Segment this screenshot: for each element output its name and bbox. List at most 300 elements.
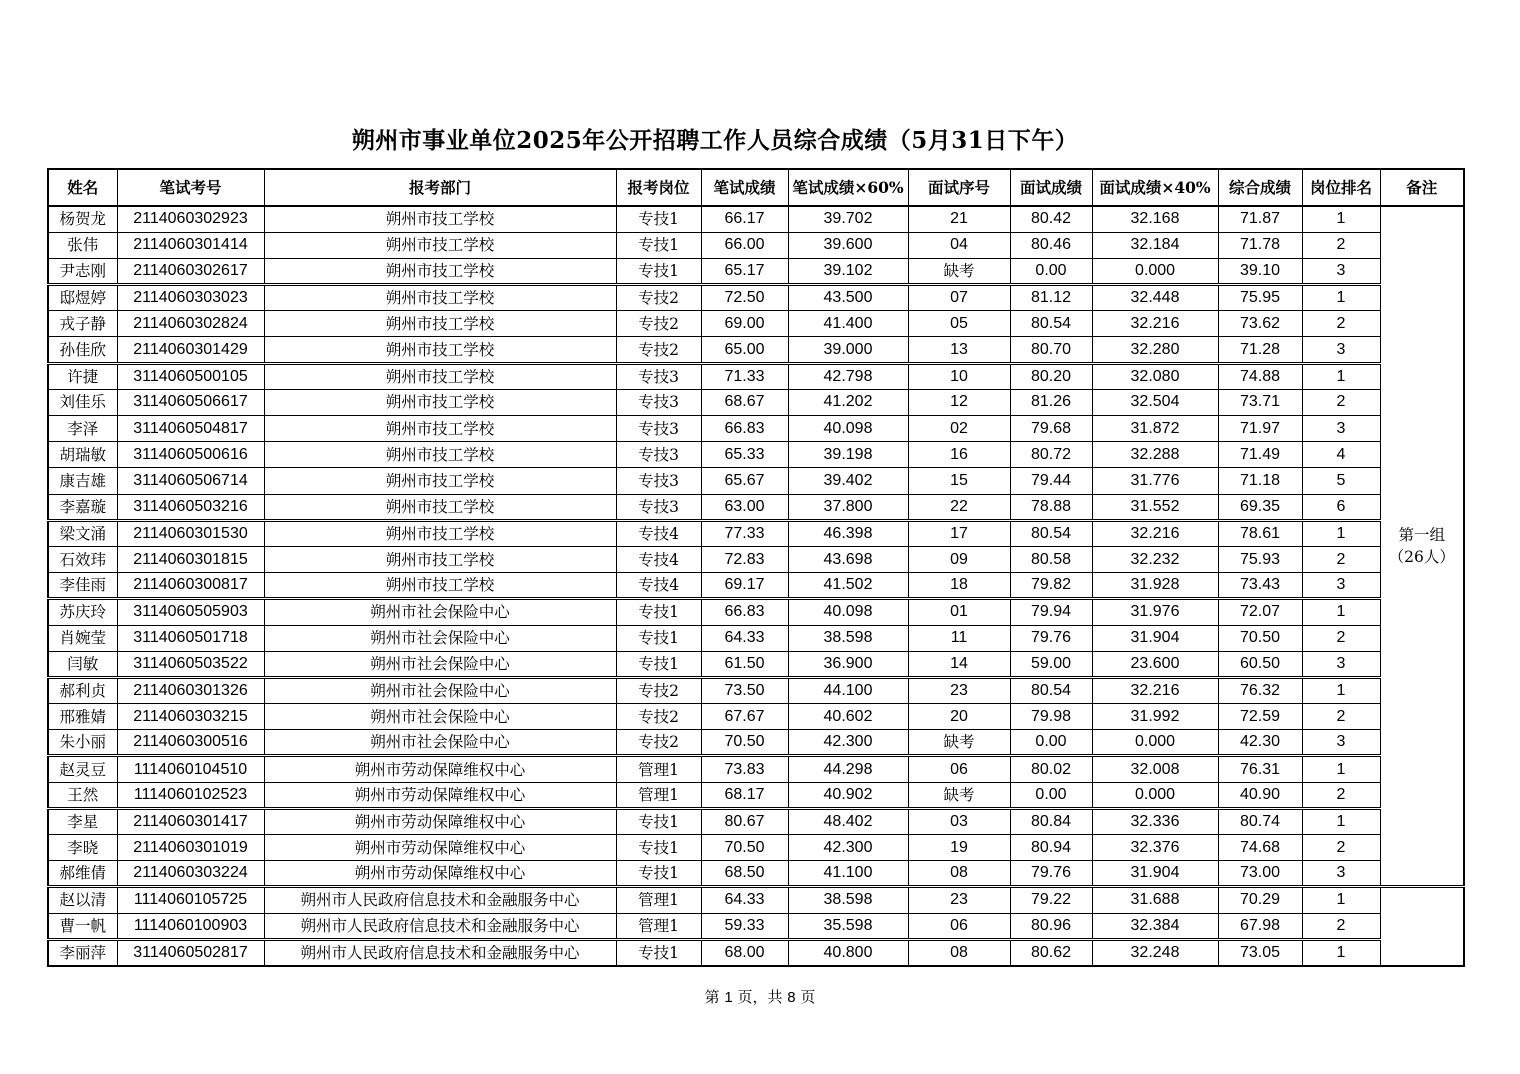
interview-order-cell: 14 bbox=[908, 651, 1010, 677]
interview-order-cell: 11 bbox=[908, 625, 1010, 651]
table-row bbox=[48, 677, 1464, 703]
exam-id-cell: 3114060503216 bbox=[117, 494, 264, 520]
table-body bbox=[48, 206, 1464, 966]
interview-score-cell: 79.98 bbox=[1010, 704, 1092, 730]
table-row bbox=[48, 206, 1464, 232]
exam-id-cell: 2114060301414 bbox=[117, 232, 264, 258]
interview-score-cell: 79.68 bbox=[1010, 416, 1092, 442]
interview-weighted-cell: 31.552 bbox=[1092, 494, 1218, 520]
written-score-cell: 77.33 bbox=[701, 520, 788, 546]
interview-weighted-cell: 31.992 bbox=[1092, 704, 1218, 730]
position-cell: 专技2 bbox=[616, 704, 701, 730]
position-cell: 专技3 bbox=[616, 416, 701, 442]
interview-order-cell: 04 bbox=[908, 232, 1010, 258]
written-weighted-cell: 42.300 bbox=[788, 835, 908, 861]
written-weighted-cell: 41.502 bbox=[788, 573, 908, 599]
interview-order-cell: 10 bbox=[908, 363, 1010, 389]
name-cell: 苏庆玲 bbox=[48, 599, 117, 625]
column-header: 面试序号 bbox=[908, 169, 1010, 206]
interview-order-cell: 18 bbox=[908, 573, 1010, 599]
exam-id-cell: 3114060500105 bbox=[117, 363, 264, 389]
interview-order-cell: 13 bbox=[908, 337, 1010, 363]
interview-weighted-cell: 32.216 bbox=[1092, 520, 1218, 546]
rank-cell: 6 bbox=[1302, 494, 1380, 520]
rank-cell: 3 bbox=[1302, 730, 1380, 756]
total-score-cell: 78.61 bbox=[1218, 520, 1302, 546]
name-cell: 孙佳欣 bbox=[48, 337, 117, 363]
rank-cell: 2 bbox=[1302, 311, 1380, 337]
written-score-cell: 66.00 bbox=[701, 232, 788, 258]
interview-score-cell: 80.84 bbox=[1010, 808, 1092, 834]
department-cell: 朔州市技工学校 bbox=[264, 573, 616, 599]
rank-cell: 3 bbox=[1302, 861, 1380, 887]
interview-order-cell: 07 bbox=[908, 285, 1010, 311]
total-score-cell: 70.29 bbox=[1218, 887, 1302, 913]
position-cell: 专技1 bbox=[616, 808, 701, 834]
exam-id-cell: 2114060303023 bbox=[117, 285, 264, 311]
rank-cell: 3 bbox=[1302, 258, 1380, 284]
table-row bbox=[48, 442, 1464, 468]
column-header: 备注 bbox=[1380, 169, 1464, 206]
interview-score-cell: 80.42 bbox=[1010, 206, 1092, 232]
position-cell: 专技3 bbox=[616, 442, 701, 468]
rank-cell: 3 bbox=[1302, 651, 1380, 677]
exam-id-cell: 2114060303224 bbox=[117, 861, 264, 887]
page-footer bbox=[0, 986, 1520, 1007]
interview-order-cell: 19 bbox=[908, 835, 1010, 861]
total-score-cell: 73.71 bbox=[1218, 389, 1302, 415]
total-score-cell: 73.05 bbox=[1218, 939, 1302, 966]
position-cell: 专技2 bbox=[616, 285, 701, 311]
exam-id-cell: 2114060301530 bbox=[117, 520, 264, 546]
total-score-cell: 71.28 bbox=[1218, 337, 1302, 363]
interview-weighted-cell: 31.872 bbox=[1092, 416, 1218, 442]
footer-mid: 页，共 bbox=[737, 988, 783, 1006]
interview-weighted-cell: 31.928 bbox=[1092, 573, 1218, 599]
written-weighted-cell: 40.800 bbox=[788, 939, 908, 966]
rank-cell: 3 bbox=[1302, 337, 1380, 363]
name-cell: 许捷 bbox=[48, 363, 117, 389]
interview-order-cell: 缺考 bbox=[908, 730, 1010, 756]
table-row bbox=[48, 599, 1464, 625]
footer-prefix: 第 bbox=[704, 988, 720, 1006]
interview-score-cell: 78.88 bbox=[1010, 494, 1092, 520]
interview-score-cell: 80.54 bbox=[1010, 311, 1092, 337]
interview-order-cell: 08 bbox=[908, 861, 1010, 887]
written-weighted-cell: 41.400 bbox=[788, 311, 908, 337]
name-cell: 李星 bbox=[48, 808, 117, 834]
name-cell: 李丽萍 bbox=[48, 939, 117, 966]
written-weighted-cell: 39.102 bbox=[788, 258, 908, 284]
table-row bbox=[48, 651, 1464, 677]
written-weighted-cell: 37.800 bbox=[788, 494, 908, 520]
rank-cell: 2 bbox=[1302, 546, 1380, 572]
table-row bbox=[48, 258, 1464, 284]
written-score-cell: 68.17 bbox=[701, 782, 788, 808]
department-cell: 朔州市社会保险中心 bbox=[264, 730, 616, 756]
table-row bbox=[48, 782, 1464, 808]
department-cell: 朔州市技工学校 bbox=[264, 258, 616, 284]
rank-cell: 3 bbox=[1302, 573, 1380, 599]
name-cell: 李泽 bbox=[48, 416, 117, 442]
note-line: （26人） bbox=[1388, 548, 1455, 567]
total-score-cell: 73.62 bbox=[1218, 311, 1302, 337]
total-score-cell: 71.49 bbox=[1218, 442, 1302, 468]
rank-cell: 1 bbox=[1302, 887, 1380, 913]
interview-score-cell: 80.96 bbox=[1010, 913, 1092, 939]
interview-score-cell: 80.94 bbox=[1010, 835, 1092, 861]
written-weighted-cell: 41.202 bbox=[788, 389, 908, 415]
written-weighted-cell: 38.598 bbox=[788, 625, 908, 651]
position-cell: 专技1 bbox=[616, 625, 701, 651]
rank-cell: 1 bbox=[1302, 756, 1380, 782]
written-weighted-cell: 43.698 bbox=[788, 546, 908, 572]
position-cell: 专技1 bbox=[616, 861, 701, 887]
written-score-cell: 73.50 bbox=[701, 677, 788, 703]
interview-weighted-cell: 32.288 bbox=[1092, 442, 1218, 468]
written-score-cell: 68.00 bbox=[701, 939, 788, 966]
note-cell bbox=[1380, 206, 1464, 887]
total-score-cell: 71.78 bbox=[1218, 232, 1302, 258]
rank-cell: 2 bbox=[1302, 913, 1380, 939]
column-header: 笔试成绩×60% bbox=[788, 169, 908, 206]
written-weighted-cell: 39.000 bbox=[788, 337, 908, 363]
column-header: 综合成绩 bbox=[1218, 169, 1302, 206]
interview-weighted-cell: 32.080 bbox=[1092, 363, 1218, 389]
column-header: 报考岗位 bbox=[616, 169, 701, 206]
table-row bbox=[48, 573, 1464, 599]
interview-order-cell: 15 bbox=[908, 468, 1010, 494]
footer-suffix: 页 bbox=[800, 988, 816, 1006]
department-cell: 朔州市社会保险中心 bbox=[264, 625, 616, 651]
interview-weighted-cell: 23.600 bbox=[1092, 651, 1218, 677]
interview-score-cell: 80.62 bbox=[1010, 939, 1092, 966]
written-score-cell: 72.83 bbox=[701, 546, 788, 572]
total-score-cell: 70.50 bbox=[1218, 625, 1302, 651]
department-cell: 朔州市技工学校 bbox=[264, 389, 616, 415]
interview-score-cell: 79.22 bbox=[1010, 887, 1092, 913]
interview-weighted-cell: 32.384 bbox=[1092, 913, 1218, 939]
written-weighted-cell: 46.398 bbox=[788, 520, 908, 546]
written-score-cell: 80.67 bbox=[701, 808, 788, 834]
total-score-cell: 76.32 bbox=[1218, 677, 1302, 703]
department-cell: 朔州市劳动保障维权中心 bbox=[264, 861, 616, 887]
exam-id-cell: 1114060100903 bbox=[117, 913, 264, 939]
interview-weighted-cell: 32.184 bbox=[1092, 232, 1218, 258]
written-weighted-cell: 40.902 bbox=[788, 782, 908, 808]
total-score-cell: 67.98 bbox=[1218, 913, 1302, 939]
written-score-cell: 72.50 bbox=[701, 285, 788, 311]
interview-order-cell: 12 bbox=[908, 389, 1010, 415]
table-row bbox=[48, 416, 1464, 442]
interview-weighted-cell: 0.000 bbox=[1092, 258, 1218, 284]
exam-id-cell: 2114060300516 bbox=[117, 730, 264, 756]
position-cell: 专技1 bbox=[616, 206, 701, 232]
written-weighted-cell: 43.500 bbox=[788, 285, 908, 311]
interview-weighted-cell: 31.776 bbox=[1092, 468, 1218, 494]
column-header: 面试成绩 bbox=[1010, 169, 1092, 206]
exam-id-cell: 2114060301326 bbox=[117, 677, 264, 703]
name-cell: 李佳雨 bbox=[48, 573, 117, 599]
total-score-cell: 75.95 bbox=[1218, 285, 1302, 311]
rank-cell: 2 bbox=[1302, 782, 1380, 808]
written-score-cell: 65.17 bbox=[701, 258, 788, 284]
department-cell: 朔州市社会保险中心 bbox=[264, 599, 616, 625]
column-header: 笔试成绩 bbox=[701, 169, 788, 206]
position-cell: 专技1 bbox=[616, 599, 701, 625]
department-cell: 朔州市技工学校 bbox=[264, 520, 616, 546]
interview-score-cell: 80.58 bbox=[1010, 546, 1092, 572]
written-score-cell: 69.00 bbox=[701, 311, 788, 337]
table-row bbox=[48, 232, 1464, 258]
position-cell: 专技2 bbox=[616, 337, 701, 363]
interview-order-cell: 09 bbox=[908, 546, 1010, 572]
interview-score-cell: 79.76 bbox=[1010, 625, 1092, 651]
interview-score-cell: 59.00 bbox=[1010, 651, 1092, 677]
table-row bbox=[48, 704, 1464, 730]
written-score-cell: 68.50 bbox=[701, 861, 788, 887]
score-table bbox=[47, 168, 1465, 967]
exam-id-cell: 2114060303215 bbox=[117, 704, 264, 730]
interview-score-cell: 0.00 bbox=[1010, 730, 1092, 756]
department-cell: 朔州市社会保险中心 bbox=[264, 651, 616, 677]
position-cell: 专技1 bbox=[616, 939, 701, 966]
exam-id-cell: 3114060505903 bbox=[117, 599, 264, 625]
total-score-cell: 75.93 bbox=[1218, 546, 1302, 572]
total-score-cell: 71.87 bbox=[1218, 206, 1302, 232]
name-cell: 朱小丽 bbox=[48, 730, 117, 756]
department-cell: 朔州市技工学校 bbox=[264, 494, 616, 520]
interview-order-cell: 06 bbox=[908, 913, 1010, 939]
name-cell: 郝维倩 bbox=[48, 861, 117, 887]
table-row bbox=[48, 494, 1464, 520]
exam-id-cell: 3114060503522 bbox=[117, 651, 264, 677]
total-score-cell: 74.68 bbox=[1218, 835, 1302, 861]
written-weighted-cell: 39.402 bbox=[788, 468, 908, 494]
interview-weighted-cell: 32.248 bbox=[1092, 939, 1218, 966]
written-score-cell: 66.83 bbox=[701, 599, 788, 625]
written-score-cell: 63.00 bbox=[701, 494, 788, 520]
written-score-cell: 65.67 bbox=[701, 468, 788, 494]
table-row bbox=[48, 835, 1464, 861]
department-cell: 朔州市劳动保障维权中心 bbox=[264, 756, 616, 782]
interview-weighted-cell: 32.376 bbox=[1092, 835, 1218, 861]
table-row bbox=[48, 625, 1464, 651]
position-cell: 专技2 bbox=[616, 677, 701, 703]
table-row bbox=[48, 337, 1464, 363]
interview-order-cell: 05 bbox=[908, 311, 1010, 337]
rank-cell: 1 bbox=[1302, 599, 1380, 625]
exam-id-cell: 1114060102523 bbox=[117, 782, 264, 808]
interview-order-cell: 21 bbox=[908, 206, 1010, 232]
position-cell: 管理1 bbox=[616, 756, 701, 782]
rank-cell: 1 bbox=[1302, 363, 1380, 389]
name-cell: 尹志刚 bbox=[48, 258, 117, 284]
interview-weighted-cell: 31.904 bbox=[1092, 861, 1218, 887]
exam-id-cell: 2114060301019 bbox=[117, 835, 264, 861]
interview-order-cell: 23 bbox=[908, 677, 1010, 703]
department-cell: 朔州市劳动保障维权中心 bbox=[264, 835, 616, 861]
interview-score-cell: 81.26 bbox=[1010, 389, 1092, 415]
interview-order-cell: 16 bbox=[908, 442, 1010, 468]
interview-order-cell: 08 bbox=[908, 939, 1010, 966]
name-cell: 戎子静 bbox=[48, 311, 117, 337]
department-cell: 朔州市技工学校 bbox=[264, 416, 616, 442]
name-cell: 杨贺龙 bbox=[48, 206, 117, 232]
name-cell: 胡瑞敏 bbox=[48, 442, 117, 468]
total-score-cell: 71.18 bbox=[1218, 468, 1302, 494]
position-cell: 专技1 bbox=[616, 258, 701, 284]
interview-weighted-cell: 31.976 bbox=[1092, 599, 1218, 625]
total-score-cell: 74.88 bbox=[1218, 363, 1302, 389]
name-cell: 刘佳乐 bbox=[48, 389, 117, 415]
written-score-cell: 66.17 bbox=[701, 206, 788, 232]
exam-id-cell: 3114060504817 bbox=[117, 416, 264, 442]
note-line: 第一组 bbox=[1398, 526, 1445, 545]
page-title: 朔州市事业单位2025年公开招聘工作人员综合成绩（5月31日下午） bbox=[351, 127, 1079, 154]
department-cell: 朔州市技工学校 bbox=[264, 311, 616, 337]
written-score-cell: 59.33 bbox=[701, 913, 788, 939]
position-cell: 专技4 bbox=[616, 573, 701, 599]
name-cell: 康吉雄 bbox=[48, 468, 117, 494]
interview-score-cell: 80.46 bbox=[1010, 232, 1092, 258]
exam-id-cell: 2114060301815 bbox=[117, 546, 264, 572]
department-cell: 朔州市技工学校 bbox=[264, 442, 616, 468]
interview-weighted-cell: 0.000 bbox=[1092, 730, 1218, 756]
position-cell: 管理1 bbox=[616, 913, 701, 939]
interview-weighted-cell: 32.448 bbox=[1092, 285, 1218, 311]
written-weighted-cell: 39.600 bbox=[788, 232, 908, 258]
interview-score-cell: 80.54 bbox=[1010, 520, 1092, 546]
column-header: 面试成绩×40% bbox=[1092, 169, 1218, 206]
exam-id-cell: 2114060301417 bbox=[117, 808, 264, 834]
position-cell: 专技3 bbox=[616, 389, 701, 415]
department-cell: 朔州市技工学校 bbox=[264, 546, 616, 572]
total-score-cell: 71.97 bbox=[1218, 416, 1302, 442]
column-header: 笔试考号 bbox=[117, 169, 264, 206]
exam-id-cell: 2114060302617 bbox=[117, 258, 264, 284]
rank-cell: 5 bbox=[1302, 468, 1380, 494]
exam-id-cell: 3114060501718 bbox=[117, 625, 264, 651]
rank-cell: 4 bbox=[1302, 442, 1380, 468]
written-score-cell: 73.83 bbox=[701, 756, 788, 782]
total-score-cell: 40.90 bbox=[1218, 782, 1302, 808]
name-cell: 邢雅婧 bbox=[48, 704, 117, 730]
interview-weighted-cell: 32.336 bbox=[1092, 808, 1218, 834]
exam-id-cell: 2114060301429 bbox=[117, 337, 264, 363]
rank-cell: 2 bbox=[1302, 835, 1380, 861]
department-cell: 朔州市技工学校 bbox=[264, 285, 616, 311]
written-score-cell: 70.50 bbox=[701, 730, 788, 756]
interview-score-cell: 79.82 bbox=[1010, 573, 1092, 599]
interview-score-cell: 81.12 bbox=[1010, 285, 1092, 311]
position-cell: 专技3 bbox=[616, 494, 701, 520]
written-score-cell: 65.33 bbox=[701, 442, 788, 468]
interview-order-cell: 17 bbox=[908, 520, 1010, 546]
written-weighted-cell: 40.098 bbox=[788, 416, 908, 442]
page-number: 1 bbox=[724, 989, 733, 1006]
name-cell: 王然 bbox=[48, 782, 117, 808]
position-cell: 专技4 bbox=[616, 520, 701, 546]
position-cell: 管理1 bbox=[616, 782, 701, 808]
interview-score-cell: 79.76 bbox=[1010, 861, 1092, 887]
name-cell: 郝利贞 bbox=[48, 677, 117, 703]
table-row bbox=[48, 363, 1464, 389]
rank-cell: 1 bbox=[1302, 939, 1380, 966]
interview-weighted-cell: 32.168 bbox=[1092, 206, 1218, 232]
total-score-cell: 72.59 bbox=[1218, 704, 1302, 730]
position-cell: 专技1 bbox=[616, 232, 701, 258]
rank-cell: 2 bbox=[1302, 232, 1380, 258]
rank-cell: 2 bbox=[1302, 389, 1380, 415]
table-row bbox=[48, 520, 1464, 546]
department-cell: 朔州市劳动保障维权中心 bbox=[264, 808, 616, 834]
interview-weighted-cell: 32.008 bbox=[1092, 756, 1218, 782]
exam-id-cell: 1114060105725 bbox=[117, 887, 264, 913]
interview-score-cell: 79.44 bbox=[1010, 468, 1092, 494]
written-weighted-cell: 35.598 bbox=[788, 913, 908, 939]
interview-order-cell: 缺考 bbox=[908, 258, 1010, 284]
department-cell: 朔州市社会保险中心 bbox=[264, 677, 616, 703]
written-weighted-cell: 38.598 bbox=[788, 887, 908, 913]
department-cell: 朔州市人民政府信息技术和金融服务中心 bbox=[264, 939, 616, 966]
interview-order-cell: 01 bbox=[908, 599, 1010, 625]
rank-cell: 1 bbox=[1302, 206, 1380, 232]
exam-id-cell: 3114060506714 bbox=[117, 468, 264, 494]
table-row bbox=[48, 285, 1464, 311]
table-row bbox=[48, 808, 1464, 834]
interview-weighted-cell: 32.232 bbox=[1092, 546, 1218, 572]
interview-weighted-cell: 32.216 bbox=[1092, 677, 1218, 703]
table-row bbox=[48, 887, 1464, 913]
rank-cell: 1 bbox=[1302, 808, 1380, 834]
name-cell: 李嘉璇 bbox=[48, 494, 117, 520]
total-score-cell: 60.50 bbox=[1218, 651, 1302, 677]
rank-cell: 2 bbox=[1302, 625, 1380, 651]
department-cell: 朔州市技工学校 bbox=[264, 363, 616, 389]
written-score-cell: 67.67 bbox=[701, 704, 788, 730]
department-cell: 朔州市技工学校 bbox=[264, 206, 616, 232]
total-score-cell: 73.43 bbox=[1218, 573, 1302, 599]
interview-weighted-cell: 32.280 bbox=[1092, 337, 1218, 363]
interview-score-cell: 80.20 bbox=[1010, 363, 1092, 389]
interview-score-cell: 80.54 bbox=[1010, 677, 1092, 703]
table-row bbox=[48, 546, 1464, 572]
table-row bbox=[48, 861, 1464, 887]
name-cell: 闫敏 bbox=[48, 651, 117, 677]
name-cell: 曹一帆 bbox=[48, 913, 117, 939]
rank-cell: 3 bbox=[1302, 416, 1380, 442]
interview-score-cell: 80.72 bbox=[1010, 442, 1092, 468]
interview-score-cell: 79.94 bbox=[1010, 599, 1092, 625]
department-cell: 朔州市人民政府信息技术和金融服务中心 bbox=[264, 887, 616, 913]
interview-score-cell: 0.00 bbox=[1010, 782, 1092, 808]
total-score-cell: 80.74 bbox=[1218, 808, 1302, 834]
interview-weighted-cell: 0.000 bbox=[1092, 782, 1218, 808]
table-row bbox=[48, 468, 1464, 494]
written-score-cell: 65.00 bbox=[701, 337, 788, 363]
table-row bbox=[48, 389, 1464, 415]
interview-order-cell: 06 bbox=[908, 756, 1010, 782]
total-score-cell: 69.35 bbox=[1218, 494, 1302, 520]
written-score-cell: 64.33 bbox=[701, 887, 788, 913]
table-row bbox=[48, 756, 1464, 782]
total-score-cell: 39.10 bbox=[1218, 258, 1302, 284]
total-score-cell: 73.00 bbox=[1218, 861, 1302, 887]
table-row bbox=[48, 939, 1464, 966]
name-cell: 梁文涌 bbox=[48, 520, 117, 546]
department-cell: 朔州市社会保险中心 bbox=[264, 704, 616, 730]
